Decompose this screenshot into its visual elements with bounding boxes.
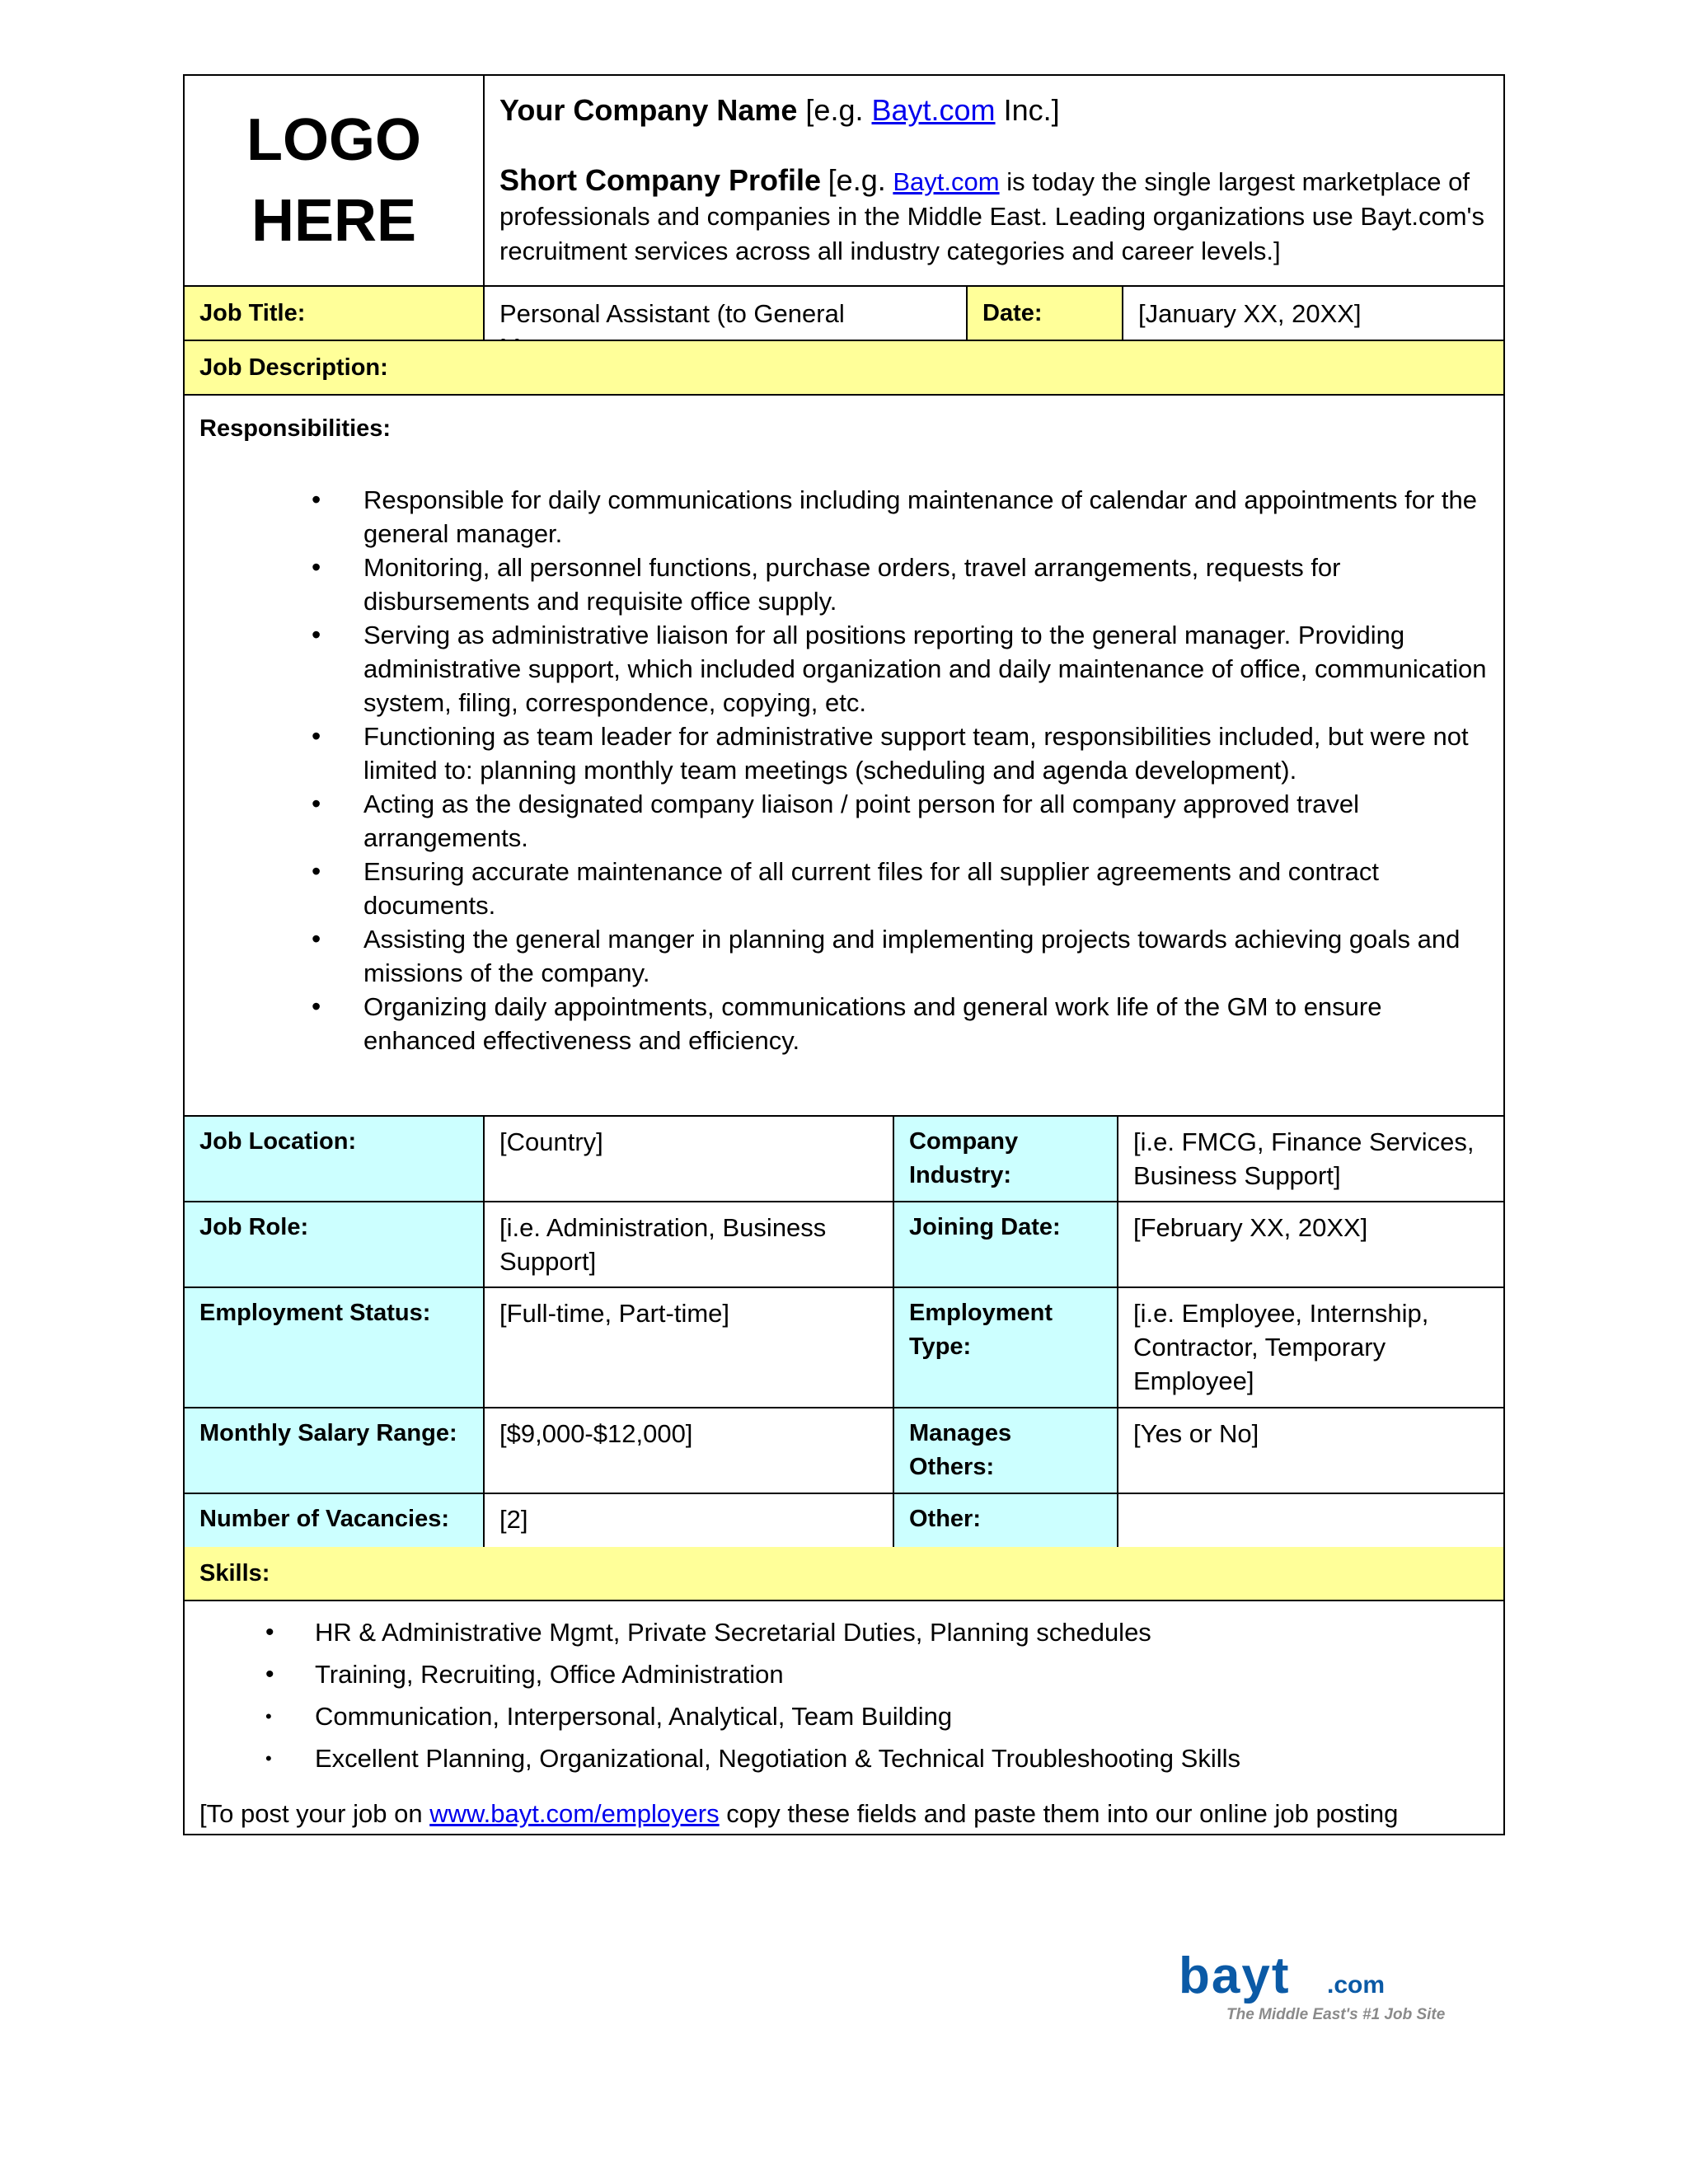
profile-prefix: [e.g. — [828, 163, 886, 197]
bayt-brand-logo — [1174, 1952, 1487, 2026]
detail-value: [February XX, 20XX] — [1133, 1213, 1368, 1242]
bullet-icon: • — [312, 856, 321, 886]
skills-section — [185, 1601, 1503, 1834]
detail-label: Other: — [894, 1494, 1118, 1547]
company-name-label: Your Company Name — [499, 93, 798, 127]
details-row — [185, 1408, 1503, 1494]
detail-label: Joining Date: — [894, 1202, 1118, 1286]
bullet-icon: • — [312, 991, 321, 1021]
responsibilities-section — [185, 396, 1503, 1115]
bullet-icon: • — [265, 1661, 274, 1688]
detail-label: Manages Others: — [894, 1408, 1118, 1493]
company-info — [485, 76, 1503, 285]
logo-text-line2: HERE — [251, 188, 417, 254]
skill-item — [265, 1737, 1489, 1779]
skill-text: Excellent Planning, Organizational, Negotiation & Technical Troubleshooting Skills — [315, 1744, 1240, 1773]
responsibility-text: Serving as administrative liaison for all positions reporting to the general manager. Providing administrative support, which included organization and daily maintenance of office, communication system, filing, correspondence, copying, etc. — [363, 621, 1487, 717]
responsibility-text: Monitoring, all personnel functions, purchase orders, travel arrangements, requests for disbursements and requisite office supply. — [363, 553, 1341, 616]
detail-value: [Yes or No] — [1133, 1419, 1259, 1448]
detail-value: [i.e. Administration, Business Support] — [485, 1202, 894, 1286]
job-title-label: Job Title: — [185, 287, 485, 340]
company-name-prefix: [e.g. — [805, 93, 864, 127]
detail-value: [Full-time, Part-time] — [485, 1288, 894, 1407]
company-name-line — [499, 91, 1489, 130]
skills-list — [199, 1611, 1489, 1779]
skill-item — [265, 1695, 1489, 1737]
detail-value: [Country] — [485, 1117, 894, 1201]
skill-text: HR & Administrative Mgmt, Private Secretarial Duties, Planning schedules — [315, 1618, 1151, 1647]
bullet-icon: • — [312, 485, 321, 514]
bayt-domain: .com — [1327, 1971, 1386, 1999]
detail-label: Job Location: — [185, 1117, 485, 1201]
responsibility-item — [312, 618, 1489, 719]
skill-item — [265, 1653, 1489, 1695]
job-description-form — [183, 74, 1505, 1835]
responsibilities-title: Responsibilities: — [199, 415, 392, 442]
bullet-icon: • — [312, 620, 321, 649]
bullet-icon: • — [265, 1748, 272, 1769]
detail-value: [i.e. Employee, Internship, Contractor, Temporary Employee] — [1133, 1299, 1429, 1395]
job-title-row — [185, 287, 1503, 341]
bullet-icon: • — [312, 789, 321, 818]
bayt-logo-graphic — [1174, 1952, 1487, 2026]
bayt-wordmark: bayt — [1179, 1952, 1291, 2004]
footnote-prefix: [To post your job on — [199, 1799, 423, 1828]
skill-text: Communication, Interpersonal, Analytical, Team Building — [315, 1702, 953, 1731]
details-row — [185, 1494, 1503, 1547]
responsibility-text: Acting as the designated company liaison / point person for all company approved travel arrangements. — [363, 790, 1359, 852]
bayt-tagline: The Middle East's #1 Job Site — [1226, 2006, 1446, 2023]
responsibilities-list — [199, 483, 1489, 1057]
logo-placeholder — [185, 76, 485, 285]
date-value: [January XX, 20XX] — [1138, 299, 1362, 328]
logo-text-line1: LOGO — [246, 107, 421, 173]
bullet-icon: • — [312, 924, 321, 954]
profile-label: Short Company Profile — [499, 163, 822, 197]
detail-label: Employment Status: — [185, 1288, 485, 1407]
skill-text: Training, Recruiting, Office Administration — [315, 1660, 784, 1689]
details-grid — [185, 1117, 1503, 1547]
detail-label: Monthly Salary Range: — [185, 1408, 485, 1493]
bullet-icon: • — [265, 1619, 274, 1646]
detail-label: Number of Vacancies: — [185, 1494, 485, 1547]
responsibility-text: Responsible for daily communications including maintenance of calendar and appointments for the general manager. — [363, 485, 1478, 548]
responsibility-item — [312, 719, 1489, 787]
job-description-label: Job Description: — [185, 341, 1503, 394]
responsibility-item — [312, 922, 1489, 990]
job-description-row — [185, 341, 1503, 396]
bullet-icon: • — [312, 721, 321, 751]
company-name-suffix: Inc.] — [1003, 93, 1060, 127]
detail-value: [2] — [485, 1494, 894, 1547]
detail-label: Job Role: — [185, 1202, 485, 1286]
detail-value: [i.e. FMCG, Finance Services, Business Support] — [1133, 1127, 1475, 1190]
skills-label: Skills: — [185, 1547, 1503, 1600]
footnote-suffix: copy these fields and paste them into our online job posting — [726, 1799, 1399, 1828]
responsibility-text: Ensuring accurate maintenance of all current files for all supplier agreements and contract documents. — [363, 857, 1380, 920]
skills-list-row — [185, 1601, 1503, 1834]
responsibility-item — [312, 483, 1489, 551]
responsibility-item — [312, 855, 1489, 922]
date-label: Date: — [968, 287, 1123, 340]
company-name-link[interactable]: Bayt.com — [871, 93, 996, 127]
responsibility-text: Assisting the general manger in planning and implementing projects towards achieving goals and missions of the company. — [363, 925, 1461, 987]
job-title-value: Personal Assistant (to General — [485, 287, 968, 340]
detail-label: Employment Type: — [894, 1288, 1118, 1407]
bullet-icon: • — [312, 552, 321, 582]
profile-link[interactable]: Bayt.com — [893, 167, 1000, 196]
details-row — [185, 1202, 1503, 1288]
detail-value — [1118, 1494, 1503, 1547]
profile-text: is today the single largest marketplace of professionals and companies in the Middle East. Leading organizations use Bayt.com's recruitment services across all industry categories and career levels.] — [499, 167, 1484, 265]
responsibility-item — [312, 787, 1489, 855]
detail-value: [$9,000-$12,000] — [485, 1408, 894, 1493]
detail-label: Company Industry: — [894, 1117, 1118, 1201]
responsibility-item — [312, 551, 1489, 618]
posting-footnote — [199, 1797, 1489, 1830]
header-row — [185, 76, 1503, 287]
details-row — [185, 1288, 1503, 1408]
skills-row — [185, 1547, 1503, 1601]
details-row — [185, 1117, 1503, 1202]
responsibility-text: Organizing daily appointments, communications and general work life of the GM to ensure enhanced effectiveness and efficiency. — [363, 992, 1382, 1055]
responsibilities-row — [185, 396, 1503, 1117]
responsibility-item — [312, 990, 1489, 1057]
company-profile — [499, 163, 1489, 269]
responsibility-text: Functioning as team leader for administrative support team, responsibilities included, but were not limited to: planning monthly team meetings (scheduling and agenda development). — [363, 722, 1469, 785]
employers-link[interactable]: www.bayt.com/employers — [429, 1799, 720, 1828]
bullet-icon: • — [265, 1706, 272, 1727]
skill-item — [265, 1611, 1489, 1653]
